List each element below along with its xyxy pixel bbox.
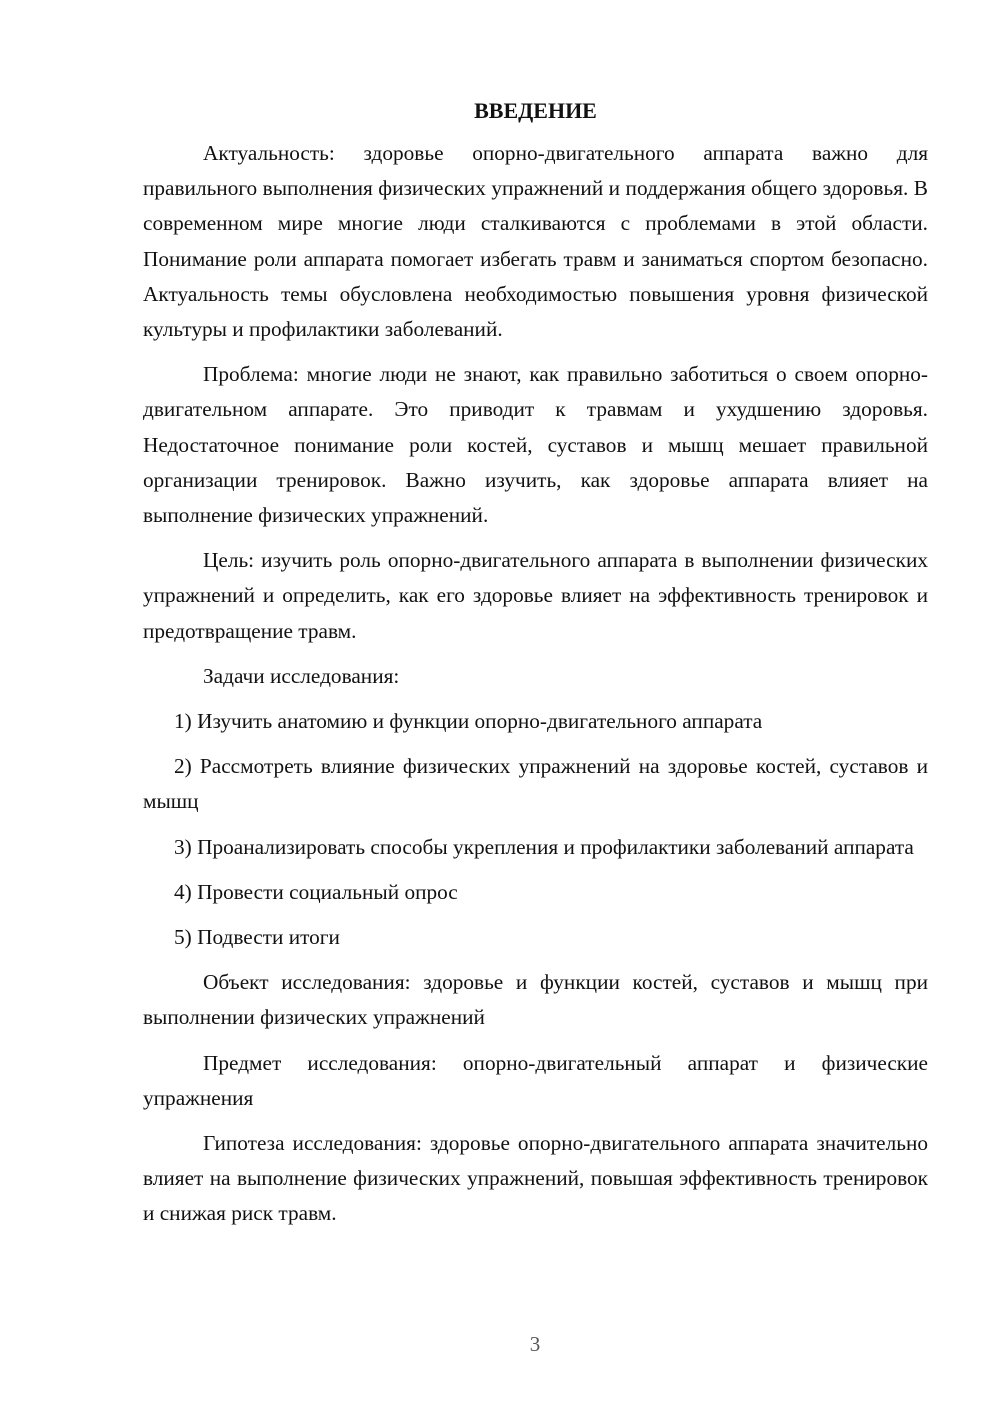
document-page: [143, 94, 928, 1242]
paragraph-goal: Цель: изучить роль опорно-двигательного аппарата в выполнении физических упражнений и определить, как его здоровье влияет на эффективность тренировок и предотвращение травм.: [143, 548, 928, 643]
paragraph-subject: Предмет исследования: опорно-двигательный аппарат и физические упражнения: [143, 1050, 928, 1110]
paragraph-hypothesis: Гипотеза исследования: здоровье опорно-двигательного аппарата значительно влияет на выполнение физических упражнений, повышая эффективность тренировок и снижая риск травм.: [143, 1131, 928, 1226]
task-item-4: 4) Провести социальный опрос: [174, 879, 458, 904]
task-item-2: 2) Рассмотреть влияние физических упражнений на здоровье костей, суставов и мышц: [143, 754, 928, 814]
paragraph-tasks-heading: Задачи исследования:: [203, 663, 400, 688]
task-item-5: 5) Подвести итоги: [174, 925, 340, 950]
task-item-1: 1) Изучить анатомию и функции опорно-двигательного аппарата: [174, 709, 763, 734]
task-item-3: 3) Проанализировать способы укрепления и профилактики заболеваний аппарата: [174, 834, 914, 859]
paragraph-relevance: Актуальность: здоровье опорно-двигательного аппарата важно для правильного выполнения физических упражнений и поддержания общего здоровья. В современном мире многие люди сталкиваются с проблемами в этой области. Понимание роли аппарата помогает избегать травм и заниматься спортом безопасно. Актуальность темы обусловлена необходимостью повышения уровня физической культуры и профилактики заболеваний.: [143, 141, 928, 342]
paragraph-problem: Проблема: многие люди не знают, как правильно заботиться о своем опорно-двигательном аппарате. Это приводит к травмам и ухудшению здоровья. Недостаточное понимание роли костей, суставов и мышц мешает правильной организации тренировок. Важно изучить, как здоровье аппарата влияет на выполнение физических упражнений.: [143, 362, 928, 528]
section-title: ВВЕДЕНИЕ: [474, 98, 597, 123]
paragraph-object: Объект исследования: здоровье и функции костей, суставов и мышц при выполнении физических упражнений: [143, 970, 928, 1030]
page-number: 3: [529, 1332, 541, 1356]
